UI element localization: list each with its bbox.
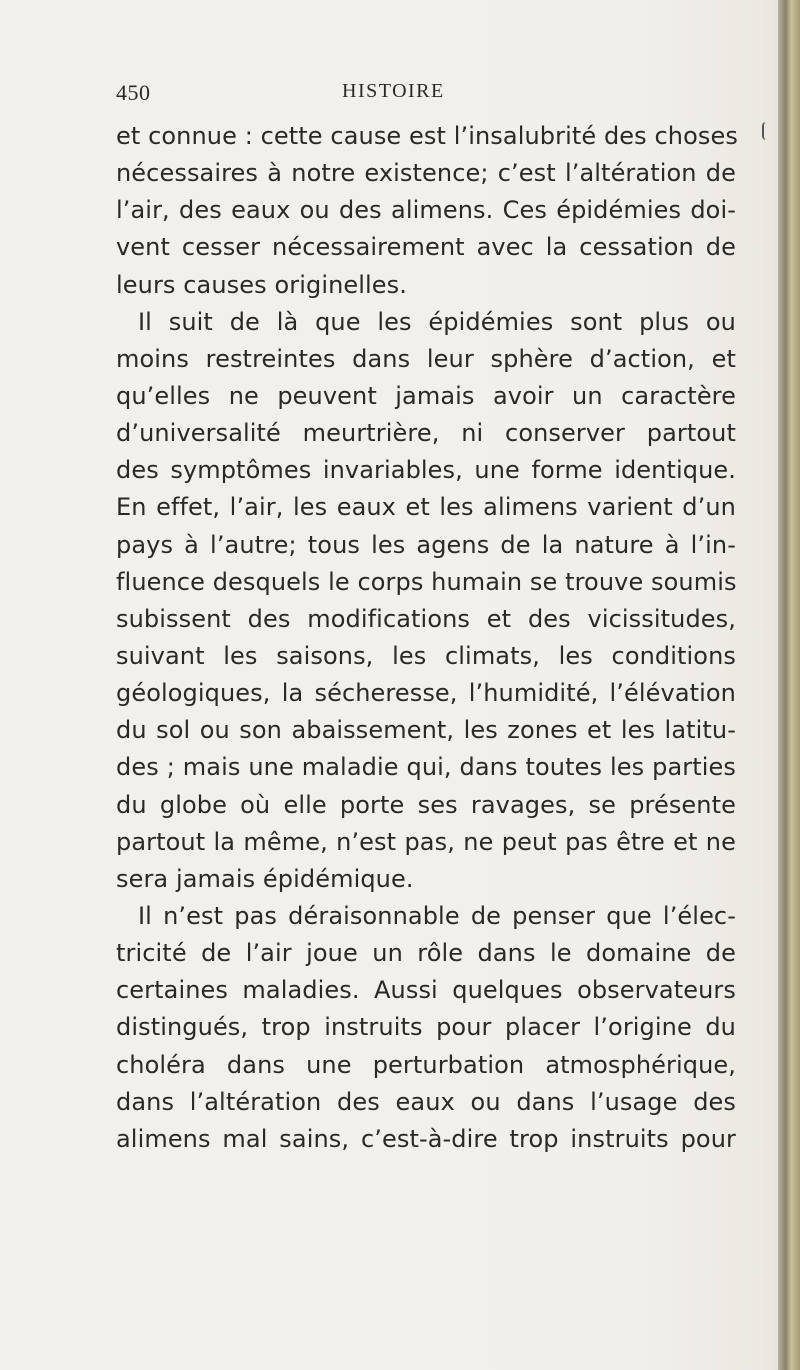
text-line: moins restreintes dans leur sphère d’action, et xyxy=(116,344,736,373)
text-line: pays à l’autre; tous les agens de la nature à l’in- xyxy=(116,530,736,559)
text-line: alimens mal sains, c’est-à-dire trop instruits pour xyxy=(116,1124,736,1153)
text-line: l’air, des eaux ou des alimens. Ces épidémies doi- xyxy=(116,196,736,225)
text-line: tricité de l’air joue un rôle dans le domaine de xyxy=(116,939,736,968)
text-line: suivant les saisons, les climats, les conditions xyxy=(116,641,736,670)
text-line: distingués, trop instruits pour placer l’origine du xyxy=(116,1013,736,1042)
text-line: Il n’est pas déraisonnable de penser que l’élec- xyxy=(138,901,736,930)
text-line: nécessaires à notre existence; c’est l’altération de xyxy=(116,159,736,188)
text-line: sera jamais épidémique. xyxy=(116,864,414,893)
text-line: fluence desquels le corps humain se trouve soumis xyxy=(116,567,737,596)
text-line: partout la même, n’est pas, ne peut pas être et ne xyxy=(116,827,736,856)
page-gutter xyxy=(778,0,800,1370)
page-header xyxy=(116,80,716,110)
text-line: Il suit de là que les épidémies sont plus ou xyxy=(138,307,736,336)
text-line: vent cesser nécessairement avec la cessation de xyxy=(116,233,736,262)
text-line: du globe où elle porte ses ravages, se présente xyxy=(116,790,736,819)
page-number: 450 xyxy=(116,80,151,105)
text-line: leurs causes originelles. xyxy=(116,270,407,299)
text-line: qu’elles ne peuvent jamais avoir un caractère xyxy=(116,381,736,410)
margin-mark xyxy=(762,122,770,140)
text-line: d’universalité meurtrière, ni conserver partout xyxy=(116,419,736,448)
text-line: certaines maladies. Aussi quelques observateurs xyxy=(116,976,736,1005)
text-line: des ; mais une maladie qui, dans toutes les parties xyxy=(116,753,736,782)
text-line: du sol ou son abaissement, les zones et les latitu- xyxy=(116,716,736,745)
running-head: HISTOIRE xyxy=(342,80,445,102)
text-line: En effet, l’air, les eaux et les alimens varient d’un xyxy=(116,493,736,522)
text-line: dans l’altération des eaux ou dans l’usage des xyxy=(116,1087,736,1116)
text-line: des symptômes invariables, une forme identique. xyxy=(116,456,736,485)
text-line: géologiques, la sécheresse, l’humidité, l’élévation xyxy=(116,679,736,708)
text-line: et connue : cette cause est l’insalubrité des choses xyxy=(116,122,738,150)
text-line: subissent des modifications et des vicissitudes, xyxy=(116,604,736,633)
text-line: choléra dans une perturbation atmosphérique, xyxy=(116,1050,736,1079)
body-text xyxy=(116,118,736,1158)
